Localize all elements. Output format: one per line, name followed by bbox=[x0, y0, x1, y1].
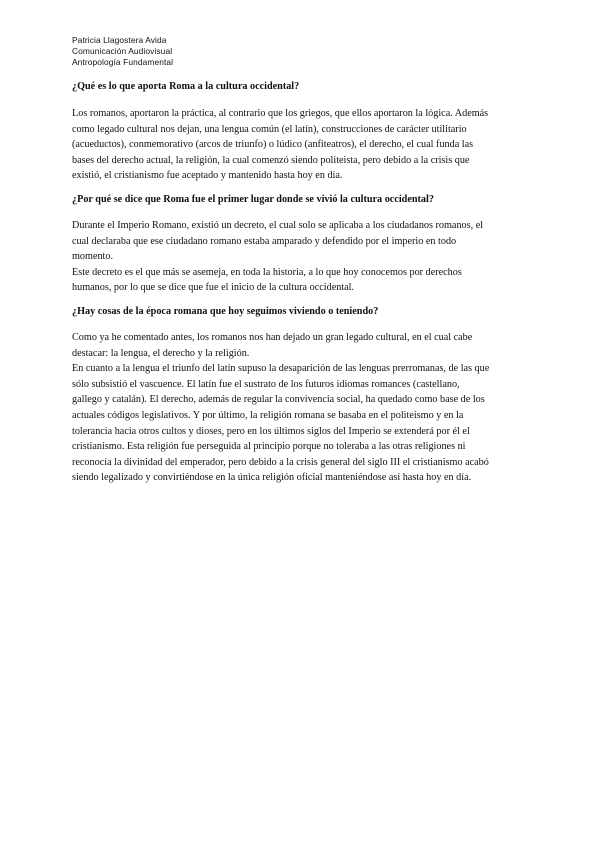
text-line: bases del derecho actual, la religión, la cual comenzó siendo politeista, pero debido a la crisis que bbox=[72, 154, 470, 166]
section-answer-2 bbox=[72, 218, 532, 296]
text-line: En cuanto a la lengua el triunfo del latín supuso la desaparición de las lenguas prerromanas, de las que bbox=[72, 363, 490, 375]
section-answer-3 bbox=[72, 330, 532, 486]
text-line: Durante el Imperio Romano, existió un decreto, el cual solo se aplicaba a los ciudadanos romanos, el bbox=[72, 219, 484, 231]
text-line: tolerancia hacia otros cultos y dioses, pero en los últimos siglos del Imperio se extenderá por él el bbox=[72, 425, 470, 437]
section-question-3: ¿Hay cosas de la época romana que hoy seguimos viviendo o teniendo? bbox=[72, 305, 379, 317]
text-line: gallego y catalán). El derecho, además de regular la convivencia social, ha quedado como base de los bbox=[72, 394, 485, 406]
text-line: Los romanos, aportaron la práctica, al contrario que los griegos, que ellos aportaron la lógica. Además bbox=[72, 108, 489, 119]
text-line: reconocía la divinidad del emperador, pero debido a la crisis general del siglo III el cristianismo acabó bbox=[72, 456, 489, 468]
document-header bbox=[72, 35, 173, 68]
section-answer-1 bbox=[72, 106, 532, 184]
text-line: existió, el cristianismo fue aceptado y mantenido hasta hoy en día. bbox=[72, 170, 343, 182]
text-line: como legado cultural nos dejan, una lengua común (el latín), construcciones de carácter utilitario bbox=[72, 123, 467, 135]
text-line: actuales códigos legislativos. Y por último, la religión romana se basaba en el politeismo y en la bbox=[72, 409, 464, 421]
course-name: Antropología Fundamental bbox=[72, 57, 174, 67]
section-question-1: ¿Qué es lo que aporta Roma a la cultura occidental? bbox=[72, 81, 300, 92]
text-line: momento. bbox=[72, 251, 114, 263]
text-line: (acueductos), conmemorativo (arcos de triunfo) o lúdico (anfiteatros), el derecho, el cual funda las bbox=[72, 139, 474, 151]
author-name: Patricia Llagostera Avida bbox=[72, 35, 167, 45]
document-body bbox=[72, 80, 532, 486]
text-line: Como ya he comentado antes, los romanos nos han dejado un gran legado cultural, en el cual cabe bbox=[72, 331, 473, 343]
text-line: destacar: la lengua, el derecho y la religión. bbox=[72, 347, 250, 359]
text-line: cristianismo. Esta religión fue perseguida al principio porque no toleraba a las otras religiones ni bbox=[72, 441, 466, 453]
text-line: siendo legalizado y convirtiéndose en la única religión oficial manteniéndose así hasta hoy en día. bbox=[72, 472, 472, 484]
text-line: Este decreto es el que más se asemeja, en toda la historia, a lo que hoy conocemos por derechos bbox=[72, 266, 462, 278]
program-name: Comunicación Audiovisual bbox=[72, 46, 173, 56]
text-line: humanos, por lo que se dice que fue el inicio de la cultura occidental. bbox=[72, 282, 355, 294]
text-line: sólo subsistió el vascuence. El latín fue el sustrato de los futuros idiomas romances (castellano, bbox=[72, 378, 460, 390]
text-line: cual declaraba que ese ciudadano romano estaba amparado y defendido por el imperio en todo bbox=[72, 235, 457, 247]
section-question-2: ¿Por qué se dice que Roma fue el primer lugar donde se vivió la cultura occidental? bbox=[72, 193, 434, 205]
